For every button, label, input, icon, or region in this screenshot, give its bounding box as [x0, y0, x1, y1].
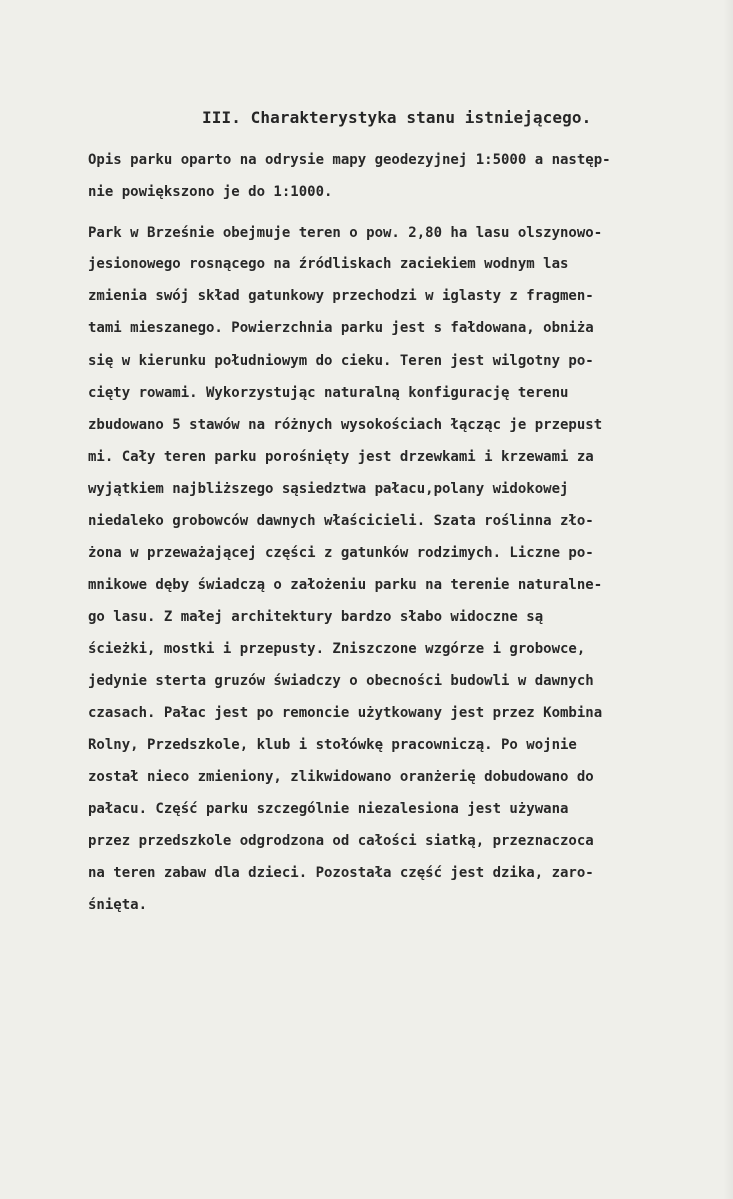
text-line: ścieżki, mostki i przepusty. Zniszczone wzgórze i grobowce, [88, 641, 586, 657]
text-line: nie powiększono je do 1:1000. [88, 184, 333, 200]
section-title: III. Charakterystyka stanu istniejącego. [202, 108, 592, 127]
text-line: zmienia swój skład gatunkowy przechodzi w iglasty z fragmen- [88, 288, 594, 304]
text-line: śnięta. [88, 897, 148, 913]
text-line: mnikowe dęby świadczą o założeniu parku na terenie naturalne- [88, 577, 603, 593]
text-line: Park w Brześnie obejmuje teren o pow. 2,80 ha lasu olszynowo- [88, 225, 603, 241]
text-line: niedaleko grobowców dawnych właścicieli. Szata roślinna zło- [88, 513, 594, 529]
text-line: wyjątkiem najbliższego sąsiedztwa pałacu,polany widokowej [88, 481, 569, 497]
text-line: cięty rowami. Wykorzystując naturalną konfigurację terenu [88, 385, 569, 401]
text-line: tami mieszanego. Powierzchnia parku jest s fałdowana, obniża [88, 320, 594, 336]
text-line: go lasu. Z małej architektury bardzo słabo widoczne są [88, 609, 544, 625]
text-line: przez przedszkole odgrodzona od całości siatką, przeznaczoca [88, 833, 594, 849]
text-line: Opis parku oparto na odrysie mapy geodezyjnej 1:5000 a następ- [88, 152, 611, 168]
text-line: na teren zabaw dla dzieci. Pozostała część jest dzika, zaro- [88, 865, 594, 881]
text-line: mi. Cały teren parku porośnięty jest drzewkami i krzewami za [88, 449, 594, 465]
text-line: Rolny, Przedszkole, klub i stołówkę pracowniczą. Po wojnie [88, 737, 577, 753]
page-edge-shadow [723, 0, 733, 1199]
text-line: został nieco zmieniony, zlikwidowano oranżerię dobudowano do [88, 769, 594, 785]
text-line: jesionowego rosnącego na źródliskach zaciekiem wodnym las [88, 256, 569, 272]
text-line: pałacu. Część parku szczególnie niezalesiona jest używana [88, 801, 569, 817]
text-line: jedynie sterta gruzów świadczy o obecności budowli w dawnych [88, 673, 594, 689]
text-line: czasach. Pałac jest po remoncie użytkowany jest przez Kombina [88, 705, 603, 721]
text-line: żona w przeważającej części z gatunków rodzimych. Liczne po- [88, 545, 594, 561]
text-line: zbudowano 5 stawów na różnych wysokościach łącząc je przepust [88, 417, 603, 433]
text-line: się w kierunku południowym do cieku. Teren jest wilgotny po- [88, 353, 594, 369]
